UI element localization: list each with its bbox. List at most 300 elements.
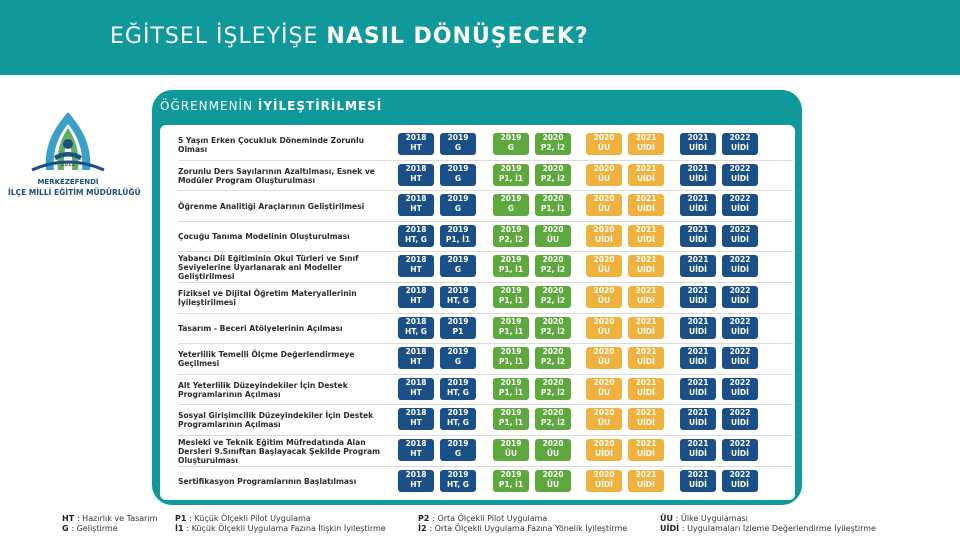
badge-year: 2020	[542, 286, 564, 295]
badge-year: 2021	[635, 163, 657, 173]
badge-year: 2018	[405, 194, 427, 204]
badge-year: 2022	[729, 224, 751, 234]
badge-year: 2018	[405, 439, 427, 448]
legend-item	[418, 514, 547, 523]
badge-year: 2022	[729, 347, 751, 357]
badge-code: UİDİ	[689, 357, 707, 367]
badge-year: 2021	[687, 224, 709, 234]
badge-year: 2021	[687, 163, 709, 173]
phase-badge	[628, 378, 664, 400]
roadmap-row	[168, 191, 793, 221]
row-label: Tasarım - Beceri Atölyelerinin Açılması	[178, 324, 343, 334]
badge-year: 2019	[447, 194, 469, 204]
badge-code: HT	[410, 265, 422, 275]
badge-year: 2020	[593, 347, 615, 357]
badge-year: 2019	[447, 286, 469, 295]
phase-badge	[535, 255, 571, 277]
badge-code: UİDİ	[637, 265, 655, 275]
badge-code: ÜU	[597, 387, 611, 397]
phase-badge	[440, 164, 476, 186]
phase-badge	[628, 439, 664, 461]
badge-code: P2, İ2	[540, 357, 566, 367]
row-divider	[178, 435, 793, 436]
phase-badge	[680, 347, 716, 369]
phase-badge	[628, 347, 664, 369]
phase-badge	[493, 470, 529, 492]
row-divider	[178, 404, 793, 405]
badge-year: 2018	[405, 163, 427, 173]
roadmap-row	[168, 130, 793, 160]
badge-year: 2020	[593, 224, 615, 234]
phase-badge	[535, 470, 571, 492]
badge-code: UİDİ	[731, 143, 749, 152]
badge-year: 2018	[405, 408, 427, 418]
badge-code: HT	[410, 357, 422, 367]
roadmap-row	[168, 252, 793, 282]
row-divider	[178, 251, 793, 252]
row-divider	[178, 190, 793, 191]
badge-year: 2020	[593, 469, 615, 479]
row-divider	[178, 343, 793, 344]
badge-year: 2022	[729, 469, 751, 479]
badge-code: ÜU	[546, 449, 560, 458]
phase-badge	[680, 317, 716, 339]
roadmap-row	[168, 344, 793, 374]
phase-badge	[722, 439, 758, 461]
phase-badge	[398, 347, 434, 369]
badge-year: 2021	[635, 194, 657, 204]
badge-code: P2, İ2	[498, 234, 524, 244]
phase-badge	[680, 164, 716, 186]
phase-badge	[535, 164, 571, 186]
badge-year: 2021	[687, 194, 709, 204]
badge-year: 2020	[593, 255, 615, 265]
badge-code: P2, İ2	[540, 418, 566, 428]
badge-year: 2021	[687, 316, 709, 326]
badge-code: UİDİ	[637, 143, 655, 152]
badge-year: 2018	[405, 347, 427, 357]
badge-year: 2019	[447, 408, 469, 418]
badge-code: P2, İ2	[540, 326, 566, 336]
legend-value: : Küçük Ölçekli Uygulama Fazına İlişkin İyileştirme	[186, 524, 386, 533]
badge-year: 2021	[635, 347, 657, 357]
badge-year: 2020	[593, 286, 615, 295]
phase-badge	[440, 133, 476, 155]
badge-code: UİDİ	[637, 449, 655, 458]
badge-code: G	[454, 173, 462, 183]
badge-code: UİDİ	[595, 449, 613, 458]
legend-key: P2	[418, 514, 433, 523]
badge-year: 2021	[635, 255, 657, 265]
phase-badge	[628, 133, 664, 155]
badge-code: UİDİ	[637, 173, 655, 183]
badge-code: HT	[410, 479, 422, 489]
phase-badge	[493, 378, 529, 400]
badge-year: 2019	[500, 408, 522, 418]
legend-item	[175, 514, 311, 523]
roadmap-row	[168, 467, 793, 497]
phase-badge	[722, 317, 758, 339]
badge-year: 2020	[593, 377, 615, 387]
phase-badge	[680, 133, 716, 155]
legend-key: P1	[175, 514, 190, 523]
badge-code: UİDİ	[595, 234, 613, 244]
badge-year: 2019	[447, 316, 469, 326]
phase-badge	[493, 439, 529, 461]
badge-code: ÜU	[597, 418, 611, 428]
badge-code: ÜU	[597, 326, 611, 336]
badge-year: 2020	[542, 347, 564, 357]
badge-year: 2020	[542, 439, 564, 448]
badge-code: P1, İ1	[445, 234, 471, 244]
badge-code: P1, İ1	[498, 296, 524, 305]
phase-badge	[440, 225, 476, 247]
phase-badge	[493, 408, 529, 430]
roadmap-row	[168, 283, 793, 313]
legend-item	[660, 514, 748, 523]
badge-year: 2019	[500, 377, 522, 387]
badge-code: ÜU	[546, 234, 560, 244]
phase-badge	[586, 439, 622, 461]
badge-code: UİDİ	[689, 173, 707, 183]
phase-badge	[586, 255, 622, 277]
badge-code: UİDİ	[731, 173, 749, 183]
badge-code: ÜU	[597, 173, 611, 183]
legend-key: HT	[62, 514, 77, 523]
row-label: Yeterlilik Temelli Ölçme Değerlendirmeye Geçilmesi	[178, 350, 355, 369]
badge-year: 2020	[542, 316, 564, 326]
badge-year: 2021	[687, 286, 709, 295]
phase-badge	[398, 194, 434, 216]
roadmap-row	[168, 222, 793, 252]
phase-badge	[440, 255, 476, 277]
phase-badge	[680, 408, 716, 430]
badge-code: P1, İ1	[498, 173, 524, 183]
badge-code: ÜU	[597, 265, 611, 275]
badge-code: ÜU	[546, 479, 560, 489]
phase-badge	[535, 347, 571, 369]
badge-code: P1, İ1	[498, 387, 524, 397]
badge-code: G	[507, 143, 515, 152]
badge-year: 2022	[729, 255, 751, 265]
phase-badge	[440, 470, 476, 492]
row-divider	[178, 313, 793, 314]
badge-code: G	[454, 357, 462, 367]
phase-badge	[628, 286, 664, 308]
phase-badge	[535, 408, 571, 430]
phase-badge	[440, 378, 476, 400]
phase-badge	[628, 164, 664, 186]
badge-year: 2021	[687, 408, 709, 418]
badge-year: 2021	[635, 469, 657, 479]
badge-code: UİDİ	[637, 418, 655, 428]
phase-badge	[680, 255, 716, 277]
legend-key: İ1	[175, 524, 187, 533]
badge-code: UİDİ	[731, 449, 749, 458]
badge-code: P2, İ2	[540, 143, 566, 152]
roadmap-row	[168, 314, 793, 344]
badge-year: 2019	[500, 194, 522, 204]
badge-year: 2022	[729, 194, 751, 204]
phase-badge	[440, 408, 476, 430]
badge-year: 2020	[542, 255, 564, 265]
badge-year: 2019	[500, 224, 522, 234]
badge-code: UİDİ	[689, 387, 707, 397]
phase-badge	[722, 286, 758, 308]
panel-heading-bold: İYİLEŞTİRİLMESİ	[257, 99, 383, 113]
phase-badge	[680, 470, 716, 492]
badge-year: 2020	[542, 224, 564, 234]
phase-badge	[493, 194, 529, 216]
badge-year: 2020	[542, 133, 564, 142]
row-label: 5 Yaşın Erken Çocukluk Döneminde Zorunlu Olması	[178, 136, 364, 154]
phase-badge	[680, 286, 716, 308]
badge-year: 2019	[447, 133, 469, 142]
row-label: Öğrenme Analitiği Araçlarının Geliştirilmesi	[178, 201, 365, 211]
badge-year: 2021	[635, 133, 657, 142]
phase-badge	[722, 133, 758, 155]
row-label: Zorunlu Ders Sayılarının Azaltılması, Esnek ve Modüler Program Oluşturulması	[178, 166, 375, 185]
badge-code: UİDİ	[637, 204, 655, 214]
title-bar	[0, 0, 960, 75]
phase-badge	[628, 470, 664, 492]
phase-badge	[586, 164, 622, 186]
logo-name: MERKEZEFENDİ	[37, 178, 99, 186]
phase-badge	[493, 164, 529, 186]
row-divider	[178, 160, 793, 161]
phase-badge	[535, 378, 571, 400]
legend-value: : Geliştirme	[71, 524, 118, 533]
badge-year: 2022	[729, 408, 751, 418]
phase-badge	[440, 347, 476, 369]
badge-code: UİDİ	[689, 418, 707, 428]
phase-badge	[535, 225, 571, 247]
title-bold: NASIL DÖNÜŞECEK?	[326, 24, 589, 49]
badge-code: HT	[410, 173, 422, 183]
badge-code: UİDİ	[731, 204, 749, 214]
badge-year: 2021	[635, 316, 657, 326]
phase-badge	[493, 317, 529, 339]
badge-code: HT, G	[447, 418, 469, 428]
badge-code: UİDİ	[731, 418, 749, 428]
badge-code: UİDİ	[595, 479, 613, 489]
badge-year: 2021	[687, 377, 709, 387]
badge-code: HT	[410, 296, 422, 305]
phase-badge	[398, 470, 434, 492]
phase-badge	[398, 133, 434, 155]
badge-code: P2, İ2	[540, 173, 566, 183]
badge-year: 2022	[729, 133, 751, 142]
badge-year: 2019	[500, 439, 522, 448]
badge-code: HT	[410, 449, 422, 458]
legend-item	[62, 514, 157, 523]
badge-code: G	[454, 204, 462, 214]
badge-code: UİDİ	[731, 387, 749, 397]
badge-year: 2019	[500, 286, 522, 295]
badge-code: HT	[410, 204, 422, 214]
badge-year: 2021	[635, 439, 657, 448]
phase-badge	[628, 225, 664, 247]
phase-badge	[398, 408, 434, 430]
badge-year: 2019	[500, 469, 522, 479]
badge-code: P1, İ1	[498, 479, 524, 489]
phase-badge	[722, 255, 758, 277]
phase-badge	[586, 133, 622, 155]
badge-year: 2018	[405, 469, 427, 479]
badge-code: UİDİ	[637, 234, 655, 244]
badge-code: P1, İ1	[498, 326, 524, 336]
phase-badge	[722, 194, 758, 216]
badge-year: 2019	[447, 469, 469, 479]
badge-code: HT, G	[447, 296, 469, 305]
panel-heading-light: ÖĞRENMENİN	[160, 99, 254, 113]
badge-year: 2020	[593, 408, 615, 418]
phase-badge	[535, 439, 571, 461]
phase-badge	[535, 194, 571, 216]
badge-year: 2021	[687, 133, 709, 142]
badge-year: 2022	[729, 377, 751, 387]
badge-year: 2019	[447, 255, 469, 265]
badge-year: 2019	[447, 224, 469, 234]
phase-badge	[586, 194, 622, 216]
legend-key: İ2	[418, 524, 430, 533]
phase-badge	[535, 317, 571, 339]
phase-badge	[680, 194, 716, 216]
badge-year: 2022	[729, 439, 751, 448]
badge-year: 2020	[542, 163, 564, 173]
badge-code: UİDİ	[637, 326, 655, 336]
phase-badge	[493, 133, 529, 155]
legend-item	[418, 524, 627, 533]
row-label: Mesleki ve Teknik Eğitim Müfredatında Alan Dersleri 9.Sınıftan Başlayacak Şekilde Program Oluşturulması	[178, 437, 380, 465]
badge-year: 2022	[729, 286, 751, 295]
phase-badge	[722, 408, 758, 430]
badge-year: 2020	[593, 133, 615, 142]
phase-badge	[722, 225, 758, 247]
logo-subtitle: İLÇE MİLLİ EĞİTİM MÜDÜRLÜĞÜ	[8, 188, 141, 197]
phase-badge	[586, 347, 622, 369]
logo-year: 2011	[61, 162, 75, 168]
badge-year: 2018	[405, 377, 427, 387]
badge-year: 2019	[500, 163, 522, 173]
phase-badge	[440, 439, 476, 461]
badge-year: 2018	[405, 316, 427, 326]
roadmap-row	[168, 436, 793, 466]
phase-badge	[493, 225, 529, 247]
row-label: Yabancı Dil Eğitiminin Okul Türleri ve Sınıf Seviyelerine Uyarlanarak ani Modeller Geliştirilmesi	[178, 253, 359, 281]
badge-code: P2, İ2	[540, 265, 566, 275]
legend-key: ÜU	[660, 514, 676, 523]
row-label: Fiziksel ve Dijital Öğretim Materyallerinin İyileştirilmesi	[178, 289, 357, 307]
phase-badge	[398, 164, 434, 186]
phase-badge	[586, 317, 622, 339]
phase-badge	[440, 317, 476, 339]
roadmap-row	[168, 161, 793, 191]
badge-year: 2021	[687, 439, 709, 448]
badge-code: ÜU	[597, 296, 611, 305]
legend-key: G	[62, 524, 72, 533]
badge-code: G	[454, 265, 462, 275]
page-title	[110, 24, 589, 49]
badge-code: UİDİ	[637, 387, 655, 397]
badge-code: UİDİ	[731, 234, 749, 244]
phase-badge	[680, 378, 716, 400]
phase-badge	[398, 225, 434, 247]
legend-item	[62, 524, 118, 533]
badge-code: HT	[410, 418, 422, 428]
row-label: Sertifikasyon Programlarının Başlatılması	[178, 477, 357, 487]
phase-badge	[586, 225, 622, 247]
badge-year: 2021	[635, 408, 657, 418]
row-label: Alt Yeterlilik Düzeyindekiler İçin Destek Programlarının Açılması	[178, 380, 348, 399]
badge-year: 2019	[500, 255, 522, 265]
phase-badge	[535, 133, 571, 155]
roadmap-row	[168, 405, 793, 435]
badge-code: G	[507, 204, 515, 214]
badge-code: P1, İ1	[540, 204, 566, 214]
badge-year: 2018	[405, 255, 427, 265]
phase-badge	[628, 408, 664, 430]
badge-year: 2020	[593, 194, 615, 204]
badge-code: HT, G	[405, 326, 427, 336]
phase-badge	[493, 286, 529, 308]
badge-code: UİDİ	[637, 357, 655, 367]
badge-code: UİDİ	[689, 265, 707, 275]
badge-code: UİDİ	[637, 296, 655, 305]
phase-badge	[535, 286, 571, 308]
phase-badge	[628, 317, 664, 339]
badge-code: HT	[410, 387, 422, 397]
legend-value: : Uygulamaları İzleme Değerlendirme İyileştirme	[681, 524, 876, 533]
phase-badge	[586, 470, 622, 492]
phase-badge	[680, 439, 716, 461]
badge-code: UİDİ	[689, 143, 707, 152]
badge-code: UİDİ	[689, 326, 707, 336]
phase-badge	[722, 347, 758, 369]
badge-year: 2018	[405, 133, 427, 142]
badge-code: UİDİ	[731, 265, 749, 275]
badge-year: 2020	[542, 194, 564, 204]
badge-code: ÜU	[597, 204, 611, 214]
phase-badge	[398, 286, 434, 308]
badge-code: ÜU	[597, 357, 611, 367]
roadmap-row	[168, 375, 793, 405]
badge-year: 2019	[500, 347, 522, 357]
phase-badge	[440, 286, 476, 308]
badge-year: 2021	[687, 469, 709, 479]
badge-code: G	[454, 449, 462, 458]
badge-code: ÜU	[597, 143, 611, 152]
badge-code: UİDİ	[689, 296, 707, 305]
badge-code: P1, İ1	[498, 265, 524, 275]
badge-year: 2021	[687, 255, 709, 265]
legend-key: UİDİ	[660, 524, 682, 533]
badge-year: 2019	[500, 133, 522, 142]
badge-year: 2020	[593, 163, 615, 173]
badge-year: 2020	[542, 377, 564, 387]
badge-code: P1	[452, 326, 464, 336]
legend-value: : Küçük Ölçekli Pilot Uygulama	[189, 514, 311, 523]
row-divider	[178, 282, 793, 283]
badge-code: UİDİ	[637, 479, 655, 489]
badge-year: 2020	[593, 439, 615, 448]
badge-year: 2019	[447, 163, 469, 173]
badge-code: UİDİ	[731, 479, 749, 489]
phase-badge	[398, 378, 434, 400]
badge-year: 2022	[729, 316, 751, 326]
phase-badge	[722, 470, 758, 492]
badge-year: 2019	[500, 316, 522, 326]
